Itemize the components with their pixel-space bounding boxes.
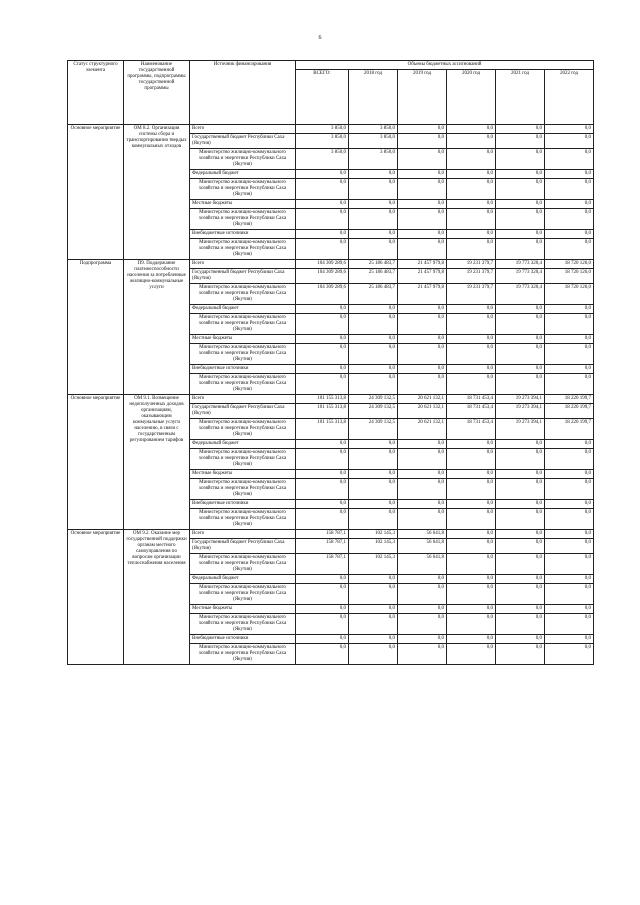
amount-cell: 19 231 379,7 [447,284,496,305]
amount-cell: 56 641,8 [398,554,447,575]
amount-cell: 0,0 [545,605,594,614]
amount-cell: 0,0 [545,239,594,260]
amount-cell: 19 273 394,1 [496,419,545,440]
amount-cell: 0,0 [296,575,349,584]
amount-cell: 0,0 [398,479,447,500]
amount-cell: 0,0 [496,374,545,395]
amount-cell: 0,0 [447,449,496,470]
funding-source: Министерство жилищно-коммунального хозяйства и энергетики Республики Саха (Якутия) [190,419,296,440]
amount-cell: 0,0 [398,125,447,134]
funding-source: Министерство жилищно-коммунального хозяйства и энергетики Республики Саха (Якутия) [190,344,296,365]
budget-body [68,125,594,665]
amount-cell: 0,0 [496,365,545,374]
amount-cell: 0,0 [447,170,496,179]
structural-element-status: Подпрограмма [68,260,124,395]
amount-cell: 0,0 [447,584,496,605]
amount-cell: 0,0 [545,614,594,635]
funding-source: Внебюджетные источники [190,635,296,644]
header-year-2019: 2019 год [398,70,447,125]
amount-cell: 25 186 483,7 [349,284,398,305]
amount-cell: 0,0 [545,179,594,200]
amount-cell: 0,0 [545,575,594,584]
amount-cell: 0,0 [447,575,496,584]
amount-cell: 19 773 320,4 [496,260,545,269]
amount-cell: 0,0 [398,614,447,635]
amount-cell: 0,0 [496,479,545,500]
funding-source: Государственный бюджет Республики Саха (Якутия) [190,269,296,284]
amount-cell: 0,0 [545,209,594,230]
amount-cell: 0,0 [296,500,349,509]
amount-cell: 0,0 [496,470,545,479]
table-row [68,530,594,539]
amount-cell: 0,0 [447,554,496,575]
amount-cell: 0,0 [398,230,447,239]
amount-cell: 0,0 [296,479,349,500]
amount-cell: 0,0 [545,335,594,344]
amount-cell: 0,0 [349,305,398,314]
amount-cell: 0,0 [545,305,594,314]
amount-cell: 21 457 979,8 [398,269,447,284]
amount-cell: 0,0 [296,449,349,470]
amount-cell: 0,0 [447,305,496,314]
amount-cell: 0,0 [545,170,594,179]
amount-cell: 0,0 [398,305,447,314]
amount-cell: 25 186 483,7 [349,260,398,269]
amount-cell: 0,0 [398,179,447,200]
amount-cell: 0,0 [545,530,594,539]
amount-cell: 19 273 394,1 [496,395,545,404]
funding-source: Государственный бюджет Республики Саха (Якутия) [190,539,296,554]
amount-cell: 0,0 [496,575,545,584]
amount-cell: 101 155 313,8 [296,395,349,404]
amount-cell: 0,0 [496,449,545,470]
amount-cell: 20 621 132,1 [398,419,447,440]
funding-source: Местные бюджеты [190,200,296,209]
amount-cell: 102 145,3 [349,530,398,539]
amount-cell: 0,0 [496,305,545,314]
header-year-2020: 2020 год [447,70,496,125]
funding-source: Федеральный бюджет [190,440,296,449]
amount-cell: 0,0 [496,500,545,509]
amount-cell: 0,0 [398,335,447,344]
amount-cell: 3 850,0 [349,134,398,149]
amount-cell: 0,0 [296,335,349,344]
funding-source: Министерство жилищно-коммунального хозяйства и энергетики Республики Саха (Якутия) [190,314,296,335]
amount-cell: 0,0 [545,230,594,239]
amount-cell: 0,0 [545,500,594,509]
amount-cell: 0,0 [296,170,349,179]
amount-cell: 3 850,0 [296,125,349,134]
amount-cell: 0,0 [496,239,545,260]
amount-cell: 0,0 [496,509,545,530]
amount-cell: 0,0 [496,554,545,575]
amount-cell: 19 231 379,7 [447,260,496,269]
amount-cell: 0,0 [349,575,398,584]
funding-source: Местные бюджеты [190,605,296,614]
funding-source: Государственный бюджет Республики Саха (Якутия) [190,404,296,419]
amount-cell: 0,0 [447,479,496,500]
amount-cell: 56 641,8 [398,539,447,554]
funding-source: Министерство жилищно-коммунального хозяйства и энергетики Республики Саха (Якутия) [190,374,296,395]
amount-cell: 0,0 [447,179,496,200]
amount-cell: 0,0 [349,209,398,230]
amount-cell: 19 773 320,4 [496,269,545,284]
structural-element-status: Основное мероприятие [68,530,124,665]
amount-cell: 0,0 [496,314,545,335]
page-number: 6 [318,35,322,41]
amount-cell: 0,0 [398,644,447,665]
amount-cell: 0,0 [496,605,545,614]
amount-cell: 25 186 483,7 [349,269,398,284]
header-year-2022: 2022 год [545,70,594,125]
structural-element-status: Основное мероприятие [68,395,124,530]
amount-cell: 0,0 [545,470,594,479]
header-source: Источник финансирования [190,61,296,125]
amount-cell: 0,0 [545,374,594,395]
amount-cell: 19 773 320,4 [496,284,545,305]
amount-cell: 0,0 [398,344,447,365]
program-name: ОМ 8.2. Организация системы сбора и транспортирования твердых коммунальных отходов [124,125,190,260]
amount-cell: 0,0 [398,509,447,530]
amount-cell: 0,0 [296,635,349,644]
amount-cell: 0,0 [296,209,349,230]
amount-cell: 104 309 289,6 [296,284,349,305]
amount-cell: 102 145,3 [349,539,398,554]
amount-cell: 0,0 [349,500,398,509]
amount-cell: 0,0 [398,314,447,335]
amount-cell: 24 309 132,5 [349,395,398,404]
funding-source: Министерство жилищно-коммунального хозяйства и энергетики Республики Саха (Якутия) [190,644,296,665]
amount-cell: 56 641,8 [398,530,447,539]
amount-cell: 0,0 [496,335,545,344]
funding-source: Министерство жилищно-коммунального хозяйства и энергетики Республики Саха (Якутия) [190,449,296,470]
header-name: Наименование государственной программы, подпрограммы государственной программы [124,61,190,125]
amount-cell: 0,0 [349,200,398,209]
amount-cell: 24 309 132,5 [349,419,398,440]
amount-cell: 0,0 [545,635,594,644]
amount-cell: 0,0 [496,344,545,365]
amount-cell: 0,0 [545,644,594,665]
funding-source: Местные бюджеты [190,470,296,479]
amount-cell: 0,0 [398,470,447,479]
amount-cell: 0,0 [349,605,398,614]
amount-cell: 18 720 126,0 [545,269,594,284]
amount-cell: 0,0 [296,374,349,395]
amount-cell: 0,0 [447,209,496,230]
amount-cell: 0,0 [447,230,496,239]
amount-cell: 0,0 [296,509,349,530]
amount-cell: 0,0 [349,335,398,344]
structural-element-status: Основное мероприятие [68,125,124,260]
amount-cell: 0,0 [447,125,496,134]
amount-cell: 0,0 [496,635,545,644]
header-year-total: ВСЕГО: [296,70,349,125]
funding-source: Всего [190,260,296,269]
funding-source: Министерство жилищно-коммунального хозяйства и энергетики Республики Саха (Якутия) [190,179,296,200]
amount-cell: 0,0 [349,344,398,365]
amount-cell: 20 621 132,1 [398,404,447,419]
amount-cell: 0,0 [296,314,349,335]
amount-cell: 0,0 [447,539,496,554]
amount-cell: 0,0 [398,449,447,470]
amount-cell: 0,0 [496,125,545,134]
amount-cell: 0,0 [545,509,594,530]
amount-cell: 0,0 [296,644,349,665]
amount-cell: 0,0 [398,500,447,509]
amount-cell: 0,0 [545,479,594,500]
amount-cell: 0,0 [398,575,447,584]
amount-cell: 0,0 [545,200,594,209]
amount-cell: 0,0 [447,440,496,449]
amount-cell: 0,0 [349,239,398,260]
amount-cell: 0,0 [496,614,545,635]
funding-source: Министерство жилищно-коммунального хозяйства и энергетики Республики Саха (Якутия) [190,239,296,260]
funding-source: Министерство жилищно-коммунального хозяйства и энергетики Республики Саха (Якутия) [190,209,296,230]
amount-cell: 0,0 [398,170,447,179]
funding-source: Внебюджетные источники [190,230,296,239]
table-row [68,395,594,404]
amount-cell: 18 720 126,0 [545,284,594,305]
amount-cell: 0,0 [447,365,496,374]
amount-cell: 0,0 [447,509,496,530]
amount-cell: 0,0 [349,440,398,449]
amount-cell: 0,0 [349,479,398,500]
amount-cell: 0,0 [545,314,594,335]
amount-cell: 0,0 [398,635,447,644]
header-year-2021: 2021 год [496,70,545,125]
funding-source: Внебюджетные источники [190,500,296,509]
amount-cell: 0,0 [545,125,594,134]
amount-cell: 0,0 [447,314,496,335]
amount-cell: 101 155 313,8 [296,404,349,419]
funding-source: Министерство жилищно-коммунального хозяйства и энергетики Республики Саха (Якутия) [190,554,296,575]
amount-cell: 158 787,1 [296,554,349,575]
amount-cell: 0,0 [349,314,398,335]
amount-cell: 0,0 [545,134,594,149]
funding-source: Федеральный бюджет [190,305,296,314]
amount-cell: 0,0 [349,230,398,239]
amount-cell: 158 787,1 [296,530,349,539]
amount-cell: 0,0 [349,509,398,530]
amount-cell: 0,0 [349,470,398,479]
funding-source: Федеральный бюджет [190,575,296,584]
amount-cell: 0,0 [496,179,545,200]
amount-cell: 0,0 [296,230,349,239]
amount-cell: 3 850,0 [296,149,349,170]
amount-cell: 0,0 [545,344,594,365]
amount-cell: 0,0 [398,374,447,395]
amount-cell: 19 273 394,1 [496,404,545,419]
budget-table [67,60,594,665]
amount-cell: 21 457 979,8 [398,284,447,305]
amount-cell: 0,0 [545,449,594,470]
funding-source: Внебюджетные источники [190,365,296,374]
amount-cell: 104 309 289,6 [296,269,349,284]
amount-cell: 18 220 199,7 [545,395,594,404]
amount-cell: 0,0 [545,440,594,449]
amount-cell: 0,0 [398,440,447,449]
amount-cell: 0,0 [296,605,349,614]
amount-cell: 0,0 [296,470,349,479]
amount-cell: 0,0 [296,365,349,374]
table-row [68,125,594,134]
amount-cell: 0,0 [349,644,398,665]
amount-cell: 0,0 [296,584,349,605]
amount-cell: 0,0 [447,134,496,149]
funding-source: Министерство жилищно-коммунального хозяйства и энергетики Республики Саха (Якутия) [190,149,296,170]
amount-cell: 0,0 [349,365,398,374]
amount-cell: 0,0 [447,335,496,344]
amount-cell: 0,0 [496,200,545,209]
header-volumes: Объемы бюджетных ассигнований [296,61,594,70]
amount-cell: 18 720 126,0 [545,260,594,269]
funding-source: Министерство жилищно-коммунального хозяйства и энергетики Республики Саха (Якутия) [190,479,296,500]
amount-cell: 0,0 [447,614,496,635]
amount-cell: 3 850,0 [349,125,398,134]
amount-cell: 0,0 [447,200,496,209]
amount-cell: 102 145,3 [349,554,398,575]
amount-cell: 0,0 [447,605,496,614]
amount-cell: 0,0 [447,635,496,644]
amount-cell: 0,0 [296,344,349,365]
amount-cell: 0,0 [447,239,496,260]
amount-cell: 0,0 [398,365,447,374]
amount-cell: 0,0 [545,584,594,605]
amount-cell: 0,0 [349,170,398,179]
funding-source: Министерство жилищно-коммунального хозяйства и энергетики Республики Саха (Якутия) [190,509,296,530]
amount-cell: 0,0 [349,449,398,470]
amount-cell: 3 850,0 [296,134,349,149]
amount-cell: 0,0 [545,554,594,575]
program-name: ОМ 9.2. Оказание мер государственной поддержки органам местного самоуправления по вопросам организации теплоснабжения населения [124,530,190,665]
amount-cell: 18 731 453,4 [447,419,496,440]
amount-cell: 0,0 [447,374,496,395]
amount-cell: 0,0 [349,374,398,395]
amount-cell: 0,0 [496,530,545,539]
amount-cell: 0,0 [398,605,447,614]
amount-cell: 0,0 [398,209,447,230]
amount-cell: 0,0 [545,539,594,554]
amount-cell: 21 457 979,8 [398,260,447,269]
amount-cell: 0,0 [296,179,349,200]
amount-cell: 0,0 [496,644,545,665]
amount-cell: 0,0 [496,170,545,179]
header-status: Статус структурного элемента [68,61,124,125]
amount-cell: 0,0 [398,134,447,149]
funding-source: Всего [190,125,296,134]
amount-cell: 0,0 [496,440,545,449]
amount-cell: 0,0 [447,149,496,170]
amount-cell: 104 309 289,6 [296,260,349,269]
funding-source: Всего [190,530,296,539]
amount-cell: 0,0 [496,539,545,554]
amount-cell: 20 621 132,1 [398,395,447,404]
amount-cell: 158 787,1 [296,539,349,554]
amount-cell: 0,0 [398,149,447,170]
amount-cell: 0,0 [398,200,447,209]
amount-cell: 0,0 [545,149,594,170]
amount-cell: 0,0 [398,584,447,605]
amount-cell: 3 850,0 [349,149,398,170]
funding-source: Государственный бюджет Республики Саха (Якутия) [190,134,296,149]
amount-cell: 18 220 199,7 [545,404,594,419]
funding-source: Местные бюджеты [190,335,296,344]
amount-cell: 0,0 [296,239,349,260]
amount-cell: 0,0 [545,365,594,374]
amount-cell: 0,0 [447,470,496,479]
program-name: П9. Поддержание платежеспособности населения за потребленные жилищно-коммунальные услуги [124,260,190,395]
funding-source: Всего [190,395,296,404]
amount-cell: 0,0 [496,209,545,230]
funding-source: Федеральный бюджет [190,170,296,179]
amount-cell: 0,0 [296,440,349,449]
amount-cell: 0,0 [447,644,496,665]
funding-source: Министерство жилищно-коммунального хозяйства и энергетики Республики Саха (Якутия) [190,614,296,635]
amount-cell: 0,0 [496,230,545,239]
amount-cell: 0,0 [496,149,545,170]
amount-cell: 0,0 [296,305,349,314]
table-row [68,260,594,269]
amount-cell: 0,0 [349,635,398,644]
amount-cell: 24 309 132,5 [349,404,398,419]
amount-cell: 0,0 [349,584,398,605]
amount-cell: 0,0 [447,530,496,539]
amount-cell: 18 220 199,7 [545,419,594,440]
amount-cell: 0,0 [447,344,496,365]
program-name: ОМ 9.1. Возмещение недополученных доходов организациям, оказывающим коммунальные услуги населению, в связи с государственным регулированием тарифов [124,395,190,530]
amount-cell: 101 155 313,8 [296,419,349,440]
amount-cell: 0,0 [349,614,398,635]
funding-source: Министерство жилищно-коммунального хозяйства и энергетики Республики Саха (Якутия) [190,584,296,605]
amount-cell: 0,0 [398,239,447,260]
amount-cell: 0,0 [349,179,398,200]
amount-cell: 0,0 [296,200,349,209]
amount-cell: 18 731 453,4 [447,404,496,419]
amount-cell: 0,0 [447,500,496,509]
amount-cell: 0,0 [496,584,545,605]
amount-cell: 18 731 453,4 [447,395,496,404]
funding-source: Министерство жилищно-коммунального хозяйства и энергетики Республики Саха (Якутия) [190,284,296,305]
amount-cell: 19 231 379,7 [447,269,496,284]
amount-cell: 0,0 [296,614,349,635]
header-year-2018: 2018 год [349,70,398,125]
amount-cell: 0,0 [496,134,545,149]
